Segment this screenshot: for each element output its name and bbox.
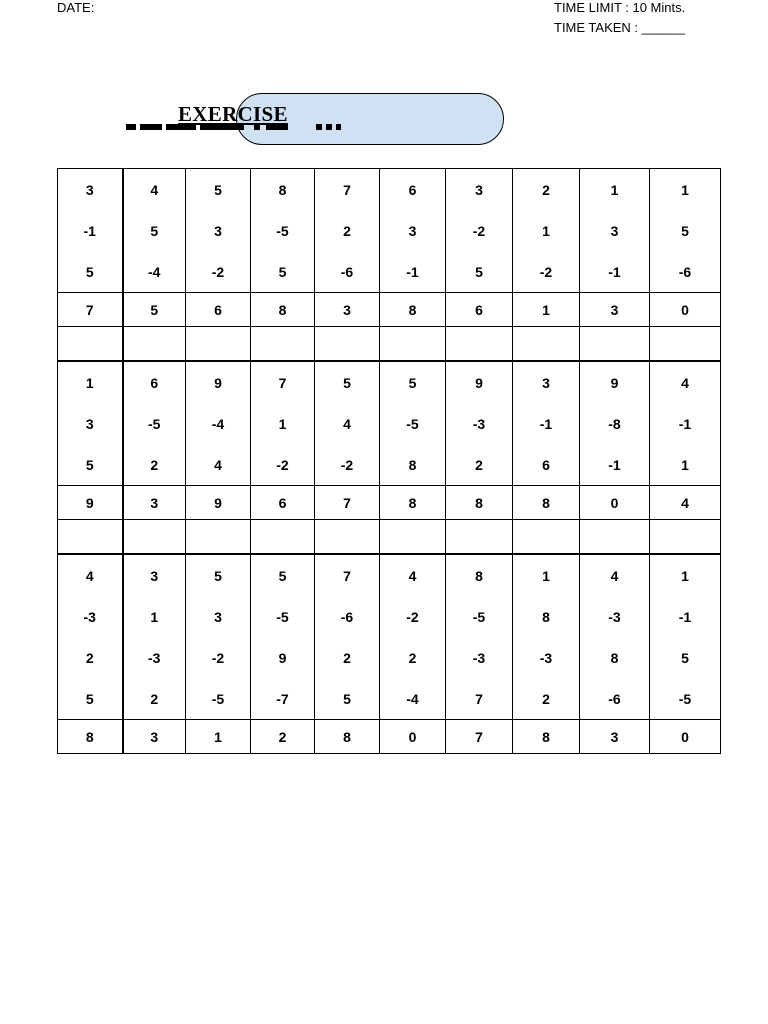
problem-number-cell: 2 [380, 637, 446, 678]
answer-cell[interactable] [123, 520, 186, 555]
sum-cell: 3 [123, 720, 186, 754]
problem-number-cell: -6 [580, 678, 650, 720]
problem-number-cell: 5 [315, 678, 380, 720]
problem-number-cell: 5 [186, 169, 251, 211]
problem-number-cell: 9 [186, 361, 251, 403]
problem-number-cell: -5 [123, 403, 186, 444]
sum-cell: 8 [251, 293, 315, 327]
sum-cell: 4 [650, 486, 721, 520]
problem-number-cell: 2 [123, 444, 186, 486]
problem-number-cell: -2 [186, 637, 251, 678]
problem-number-row [58, 596, 721, 637]
problem-number-row [58, 444, 721, 486]
problem-number-row [58, 251, 721, 293]
problem-number-cell: 5 [186, 554, 251, 596]
problem-number-cell: 2 [513, 678, 580, 720]
problem-number-cell: 7 [251, 361, 315, 403]
problem-number-cell: 4 [315, 403, 380, 444]
problem-number-cell: 8 [580, 637, 650, 678]
problem-number-cell: -6 [315, 251, 380, 293]
sum-cell: 0 [650, 293, 721, 327]
problem-number-cell: 5 [58, 444, 123, 486]
sum-cell: 8 [513, 720, 580, 754]
answer-cell[interactable] [251, 327, 315, 362]
date-label: DATE: [57, 0, 95, 15]
problem-number-cell: -5 [650, 678, 721, 720]
time-taken-field[interactable]: TIME TAKEN : ______ [554, 20, 686, 35]
sum-cell: 3 [315, 293, 380, 327]
problem-number-cell: 1 [650, 554, 721, 596]
problem-number-cell: 8 [380, 444, 446, 486]
problem-number-cell: -1 [650, 403, 721, 444]
sum-cell: 0 [380, 720, 446, 754]
problem-number-cell: 3 [186, 596, 251, 637]
problem-number-cell: 5 [123, 210, 186, 251]
problem-number-cell: -5 [446, 596, 513, 637]
problem-number-cell: -8 [580, 403, 650, 444]
problem-number-cell: 4 [380, 554, 446, 596]
sum-cell: 6 [186, 293, 251, 327]
problem-number-cell: 2 [513, 169, 580, 211]
problem-number-cell: 8 [251, 169, 315, 211]
problem-number-cell: -5 [186, 678, 251, 720]
answer-cell[interactable] [580, 327, 650, 362]
sum-cell: 8 [380, 293, 446, 327]
problem-number-cell: 3 [186, 210, 251, 251]
problem-number-cell: 7 [315, 554, 380, 596]
answer-cell[interactable] [446, 520, 513, 555]
sum-cell: 3 [580, 720, 650, 754]
answer-cell[interactable] [513, 520, 580, 555]
problem-number-cell: 6 [123, 361, 186, 403]
problem-number-cell: -3 [123, 637, 186, 678]
problem-number-cell: 9 [251, 637, 315, 678]
problem-number-cell: 5 [58, 251, 123, 293]
sum-cell: 2 [251, 720, 315, 754]
problem-number-cell: -3 [446, 403, 513, 444]
problem-number-cell: -5 [251, 210, 315, 251]
problem-number-cell: 9 [446, 361, 513, 403]
problem-number-cell: 4 [650, 361, 721, 403]
problem-number-cell: -1 [58, 210, 123, 251]
problem-number-cell: 1 [513, 554, 580, 596]
problem-number-cell: 7 [446, 678, 513, 720]
sum-row [58, 720, 721, 754]
problem-number-cell: -1 [513, 403, 580, 444]
problem-number-cell: 6 [380, 169, 446, 211]
answer-cell[interactable] [446, 327, 513, 362]
problem-number-cell: -1 [380, 251, 446, 293]
problem-number-cell: 3 [58, 403, 123, 444]
sum-cell: 3 [123, 486, 186, 520]
problem-number-cell: 1 [650, 169, 721, 211]
problem-number-cell: 5 [446, 251, 513, 293]
problem-number-cell: 3 [123, 554, 186, 596]
answer-cell[interactable] [513, 327, 580, 362]
answer-cell[interactable] [123, 327, 186, 362]
answer-cell[interactable] [186, 327, 251, 362]
problem-number-cell: -3 [580, 596, 650, 637]
sum-cell: 1 [513, 293, 580, 327]
problem-number-cell: -4 [123, 251, 186, 293]
sum-cell: 8 [58, 720, 123, 754]
answer-cell[interactable] [650, 520, 721, 555]
problem-number-cell: -2 [315, 444, 380, 486]
problem-number-cell: 1 [580, 169, 650, 211]
problem-number-cell: -5 [380, 403, 446, 444]
problem-number-cell: 4 [580, 554, 650, 596]
problem-number-row [58, 361, 721, 403]
sum-cell: 6 [446, 293, 513, 327]
sum-cell: 3 [580, 293, 650, 327]
problem-number-cell: -1 [580, 444, 650, 486]
problem-number-cell: 5 [251, 251, 315, 293]
answer-cell[interactable] [186, 520, 251, 555]
problem-number-cell: -6 [650, 251, 721, 293]
sum-cell: 5 [123, 293, 186, 327]
sum-cell: 6 [251, 486, 315, 520]
answer-row [58, 520, 721, 555]
problem-number-cell: 3 [380, 210, 446, 251]
problem-number-cell: 1 [513, 210, 580, 251]
problem-number-cell: 3 [580, 210, 650, 251]
problem-number-cell: 2 [58, 637, 123, 678]
problem-number-cell: 8 [446, 554, 513, 596]
problem-number-cell: 1 [251, 403, 315, 444]
answer-row [58, 327, 721, 362]
answer-cell[interactable] [251, 520, 315, 555]
problem-number-row [58, 678, 721, 720]
problem-number-cell: -5 [251, 596, 315, 637]
problem-number-cell: -3 [513, 637, 580, 678]
problem-number-cell: -6 [315, 596, 380, 637]
problem-number-cell: 9 [580, 361, 650, 403]
problem-number-row [58, 637, 721, 678]
sum-cell: 9 [58, 486, 123, 520]
problem-number-cell: 5 [58, 678, 123, 720]
problem-number-cell: -3 [446, 637, 513, 678]
sum-cell: 0 [580, 486, 650, 520]
problem-number-cell: 2 [315, 210, 380, 251]
problem-number-cell: 4 [123, 169, 186, 211]
problem-number-cell: 5 [650, 637, 721, 678]
problem-number-cell: -2 [513, 251, 580, 293]
problem-number-cell: -2 [380, 596, 446, 637]
problem-number-cell: 5 [650, 210, 721, 251]
problem-number-cell: 7 [315, 169, 380, 211]
problem-number-cell: -1 [580, 251, 650, 293]
sum-cell: 7 [446, 720, 513, 754]
problem-number-cell: -1 [650, 596, 721, 637]
sum-cell: 7 [58, 293, 123, 327]
sum-cell: 1 [186, 720, 251, 754]
problem-number-row [58, 403, 721, 444]
answer-cell[interactable] [315, 520, 380, 555]
problem-number-row [58, 169, 721, 211]
problem-number-cell: -2 [446, 210, 513, 251]
problem-number-cell: 2 [315, 637, 380, 678]
problem-number-cell: 5 [251, 554, 315, 596]
problem-number-cell: 3 [513, 361, 580, 403]
sum-cell: 8 [380, 486, 446, 520]
problem-number-cell: -3 [58, 596, 123, 637]
answer-cell[interactable] [315, 327, 380, 362]
problem-number-cell: 6 [513, 444, 580, 486]
problem-number-cell: 4 [186, 444, 251, 486]
sum-cell: 7 [315, 486, 380, 520]
problem-number-cell: 1 [58, 361, 123, 403]
sum-row [58, 293, 721, 327]
problem-number-cell: -2 [186, 251, 251, 293]
answer-cell[interactable] [650, 327, 721, 362]
answer-cell[interactable] [58, 520, 123, 555]
sum-cell: 8 [446, 486, 513, 520]
problem-number-cell: -7 [251, 678, 315, 720]
problem-number-cell: 5 [380, 361, 446, 403]
problem-number-cell: 1 [123, 596, 186, 637]
problem-number-row [58, 210, 721, 251]
problem-number-cell: 5 [315, 361, 380, 403]
problem-number-cell: 3 [446, 169, 513, 211]
time-limit-label: TIME LIMIT : 10 Mints. [554, 0, 686, 15]
problem-number-cell: 3 [58, 169, 123, 211]
exercise-title: EXERCISE [178, 102, 288, 126]
problem-number-row [58, 554, 721, 596]
sum-cell: 9 [186, 486, 251, 520]
problem-number-cell: 1 [650, 444, 721, 486]
problem-number-cell: -2 [251, 444, 315, 486]
answer-cell[interactable] [58, 327, 123, 362]
problem-number-cell: -4 [380, 678, 446, 720]
problem-number-cell: 2 [123, 678, 186, 720]
sum-cell: 8 [513, 486, 580, 520]
sum-cell: 8 [315, 720, 380, 754]
exercise-grid [57, 168, 721, 754]
sum-row [58, 486, 721, 520]
problem-number-cell: -4 [186, 403, 251, 444]
problem-number-cell: 2 [446, 444, 513, 486]
problem-number-cell: 4 [58, 554, 123, 596]
answer-cell[interactable] [380, 520, 446, 555]
answer-cell[interactable] [380, 327, 446, 362]
problem-number-cell: 8 [513, 596, 580, 637]
sum-cell: 0 [650, 720, 721, 754]
answer-cell[interactable] [580, 520, 650, 555]
